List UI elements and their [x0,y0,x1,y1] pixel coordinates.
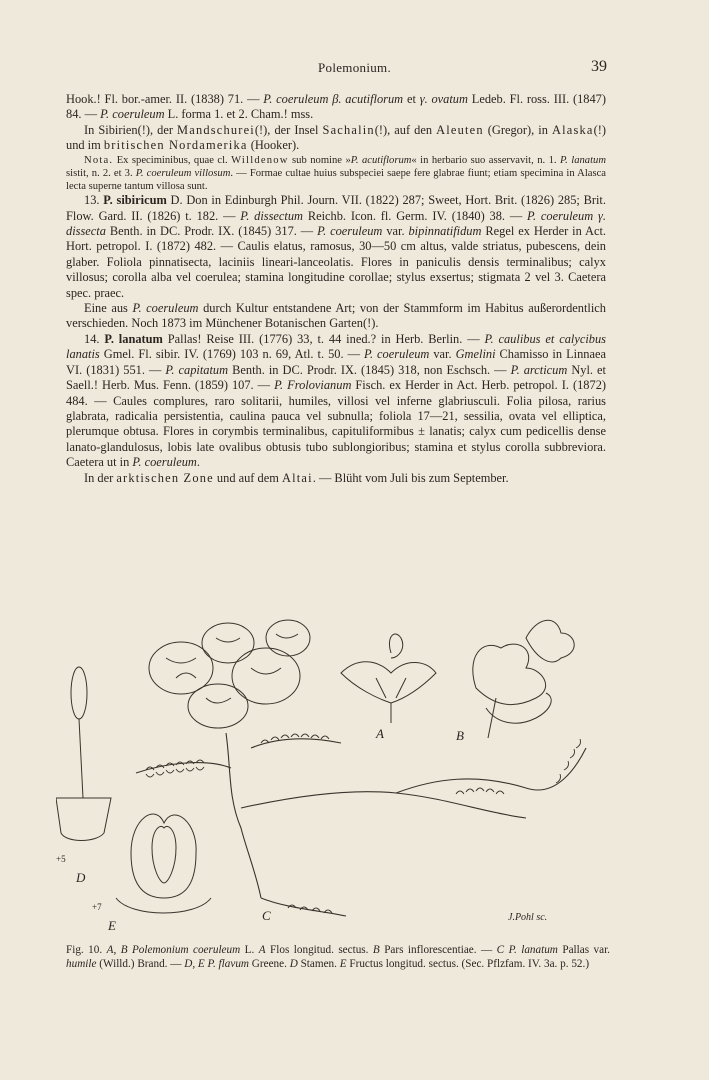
running-title: Polemonium. [318,60,391,75]
magnification-d: +5 [56,854,66,864]
figure-label-a: A [376,726,384,741]
fruit-section-e [116,814,211,913]
figure-illustration [56,598,616,938]
plant-branch [396,748,586,793]
botanical-figure [56,598,616,938]
page-number: 39 [591,58,607,75]
plant-branch [241,792,526,818]
flower-cluster [149,620,310,728]
species-13-note: Eine aus P. coeruleum durch Kultur entstandene Art; von der Stammform im Habitus außerordentlich verschieden. Noch 1873 im Münchener Botanischen Garten(!). [66,301,606,331]
inflorescence-b [473,620,574,738]
synonymy-paragraph: Hook.! Fl. bor.-amer. II. (1838) 71. — P. coeruleum β. acutiflorum et γ. ovatum Ledeb. Fl. ross. III. (1847) 84. — P. coeruleum L. forma 1. et 2. Cham.! mss. [66,92,607,122]
flower-section-a [341,634,436,723]
figure-label-b: B [456,728,464,743]
figure-caption: Fig. 10. A, B Polemonium coeruleum L. A Flos longitud. sectus. B Pars inflorescentiae. — C P. lanatum Pallas var. humile (Willd.) Brand. — D, E P. flavum Greene. D Stamen. E Fructus longitud. sectus. (Sec. Pflzfam. IV. 3a. p. 52.) [66,944,610,970]
figure-label-d: D [76,870,86,885]
body-text [66,92,606,486]
page-header [0,58,709,80]
species-13-paragraph: 13. P. sibiricum D. Don in Edinburgh Phil. Journ. VII. (1822) 287; Sweet, Hort. Brit. (1826) 285; Brit. Flow. Gard. II. (1826) t. 182. — P. dissectum Reichb. Icon. fl. Germ. IV. (1840) 38. — P. coeruleum γ. dissecta Benth. in DC. Prodr. IX. (1845) 317. — P. coeruleum var. bipinnatifidum Regel ex Herder in Act. Hort. petropol. I. (1872) 482. — Caulis elatus, ramosus, 30—50 cm altus, valde striatus, pubescens, dein glaber. Foliola pinnatisecta, laciniis lineari-lanceolatis. Flores in paniculis densis terminalibus; calyx villosus; corolla alba vel coerulea; stamina longitudine corollae; stylus exsertus; stigmata 2 vel 3. Caetera spec. praec. [66,193,607,300]
figure-label-e: E [108,918,116,933]
engraver-signature: J.Pohl sc. [508,912,548,923]
leaflets [146,734,581,913]
magnification-e: +7 [92,902,102,912]
nota-paragraph: Nota. Ex speciminibus, quae cl. Willdenow sub nomine »P. acutiflorum« in herbario suo asservavit, n. 1. P. lanatum sistit, n. 2. et 3. P. coeruleum villosum. — Formae cultae huius subspeciei saepe fere glabrae fiunt; etiam specimina in Alasca lecta superne tantum villosa sunt. [66,154,606,193]
figure-label-c: C [262,908,271,923]
plant-stem [226,733,261,898]
stamen-d [56,667,111,841]
species-14-paragraph: 14. P. lanatum Pallas! Reise III. (1776) 33, t. 44 ined.? in Herb. Berlin. — P. caulibus et calycibus lanatis Gmel. Fl. sibir. IV. (1769) 103 n. 69, Atl. t. 50. — P. coeruleum var. Gmelini Chamisso in Linnaea VI. (1831) 551. — P. capitatum Benth. in DC. Prodr. IX. (1845) 318, non Eschsch. — P. arcticum Nyl. et Saell.! Herb. Mus. Fenn. (1859) 107. — P. Frolovianum Fisch. ex Herder in Act. Herb. petropol. I. (1872) 484. — Caules complures, raro solitarii, humiles, villosi vel inferne glabriusculi. Folia pilosa, rarius glabrata, radicalia persistentia, caulina pauca vel subnulla; foliola 17—21, sessilia, ovata vel elliptica, plerumque obtusa. Flores in corymbis terminalibus, capituliformibus ± lanatis; calyx cum pedicellis dense lanato-glandulosus, lobis late ovalibus obtusis tubo sublongioribus; stamina et stylus corolla subbreviora. Caetera ut in P. coeruleum. [66,331,607,470]
species-14-distribution: In der arktischen Zone und auf dem Altai. — Blüht vom Juli bis zum September. [84,470,509,485]
distribution-paragraph: In Sibirien(!), der Mandschurei(!), der Insel Sachalin(!), auf den Aleuten (Gregor), in Alaska(!) und im britischen Nordamerika (Hooker). [66,122,606,153]
